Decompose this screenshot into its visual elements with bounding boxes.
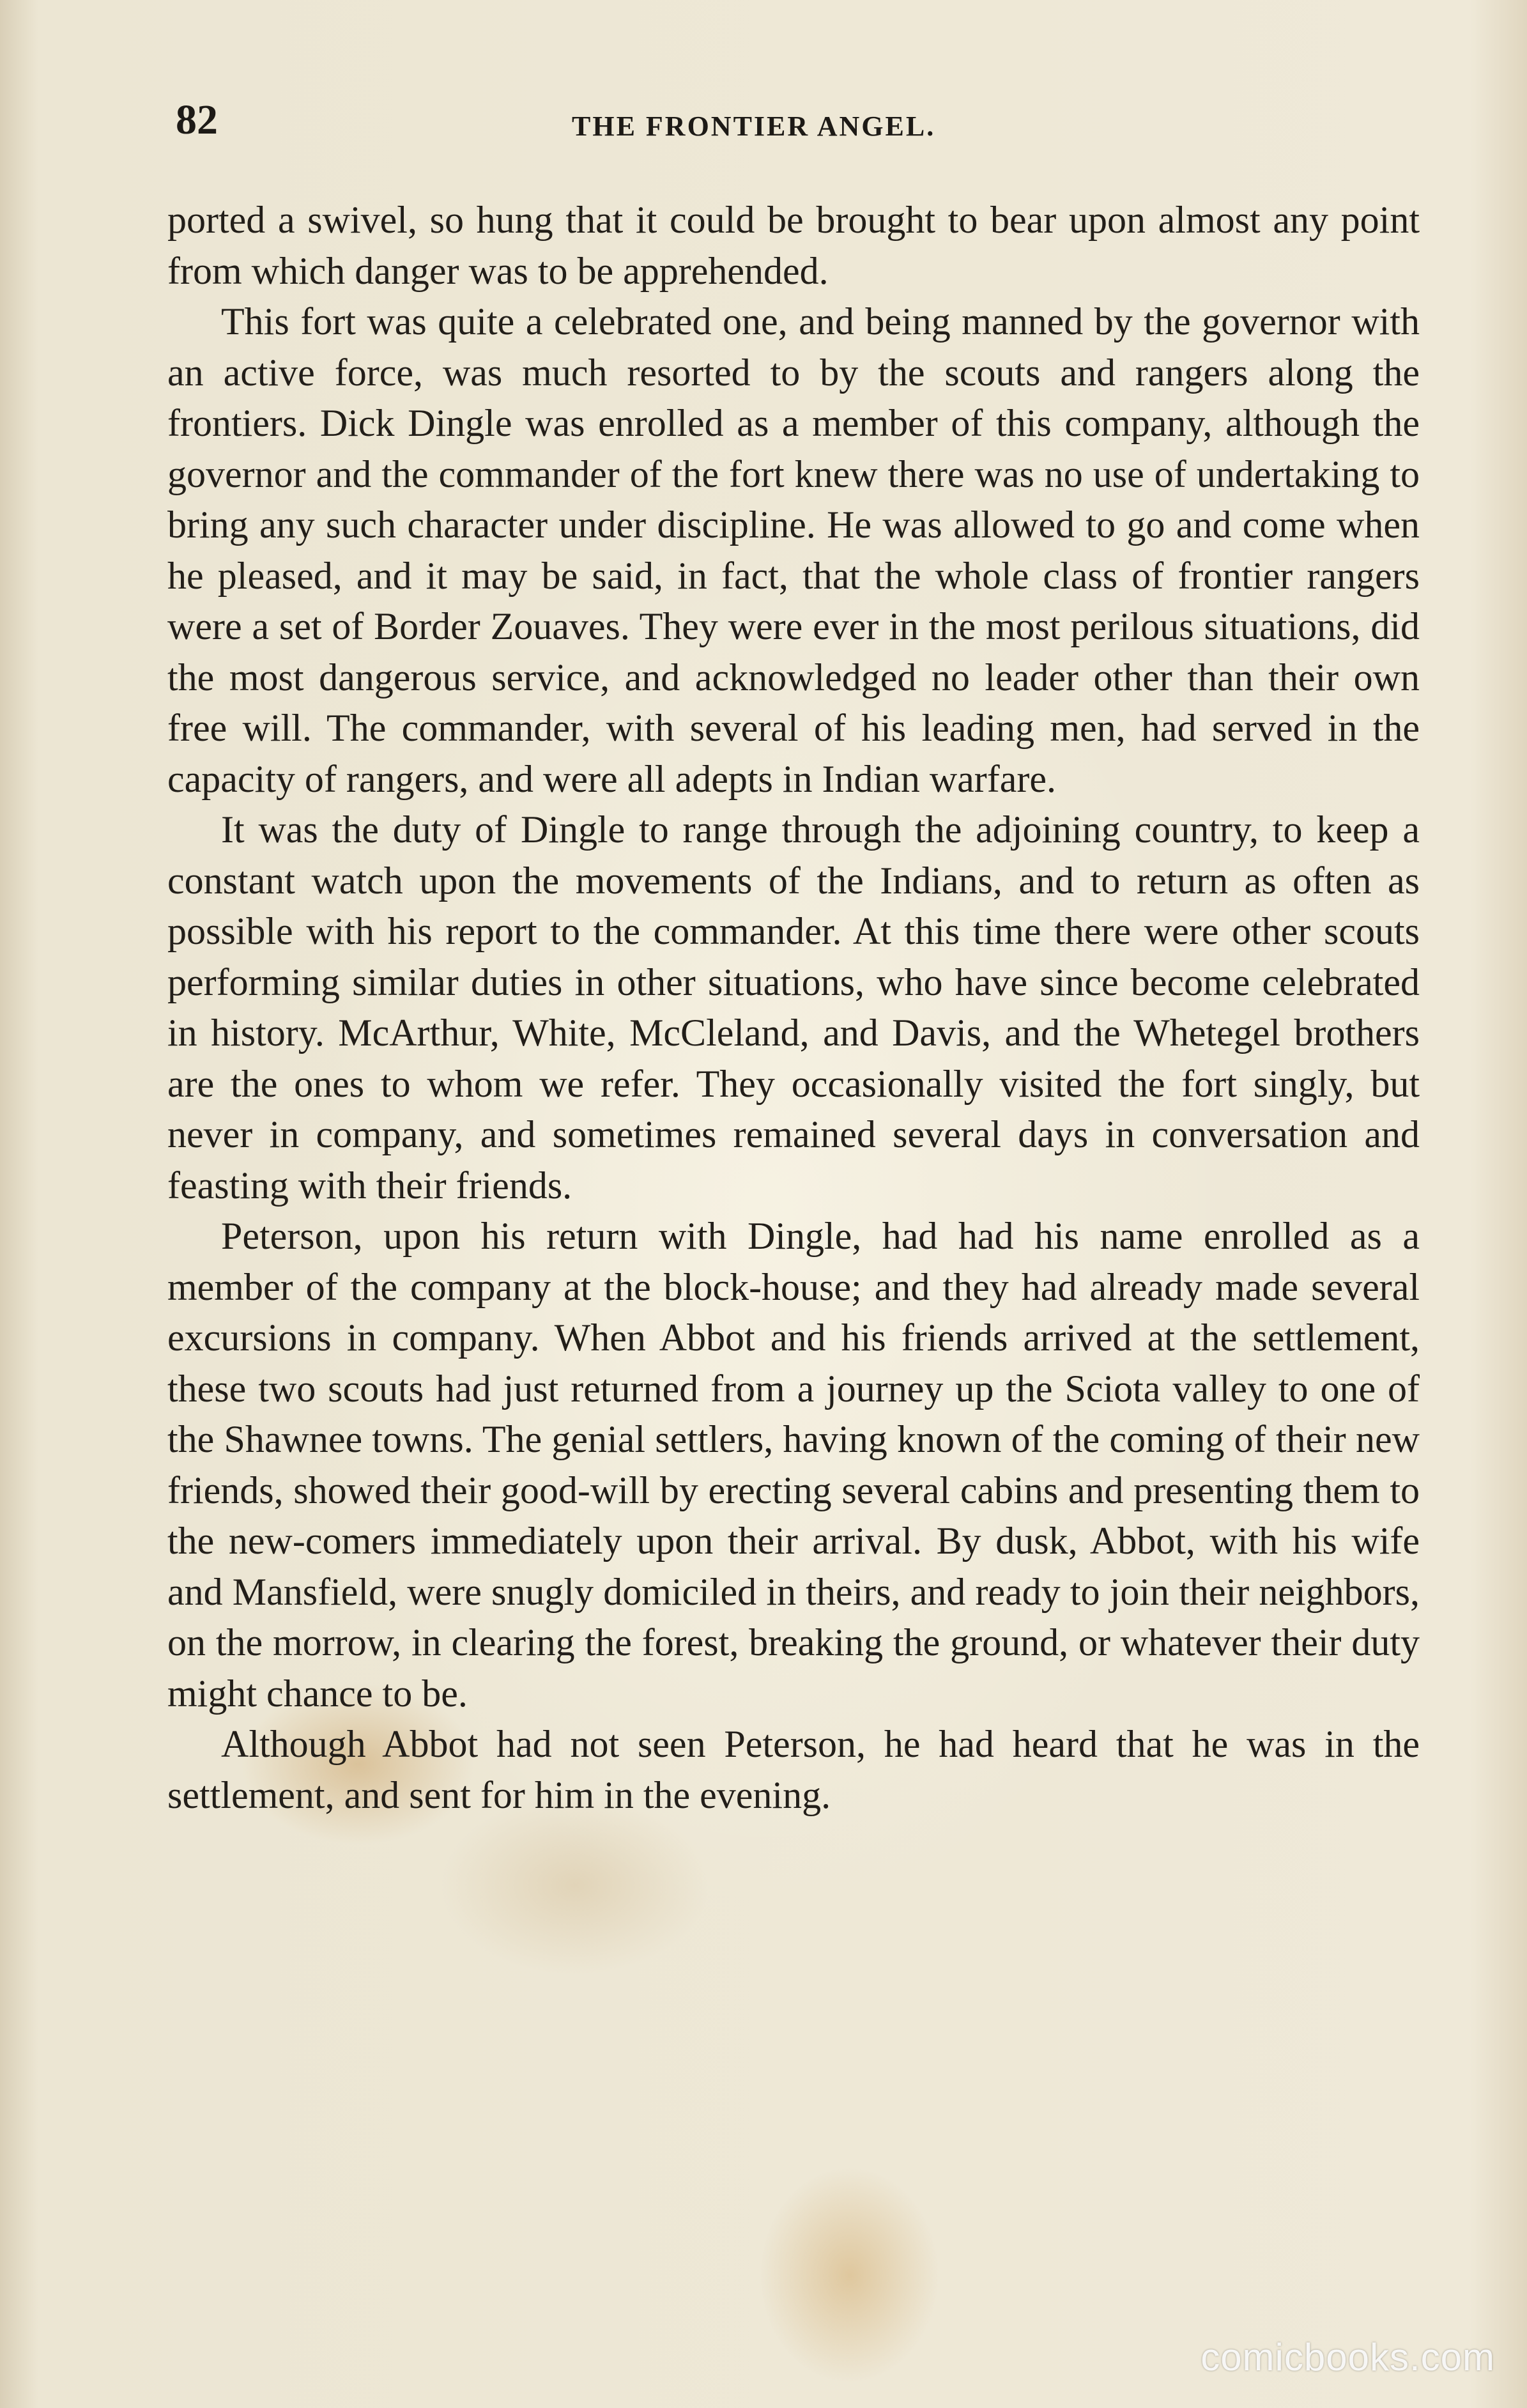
body-text <box>167 195 1420 1821</box>
paragraph-1: ported a swivel, so hung that it could be brought to bear upon almost any point from which danger was to be apprehended. <box>167 199 1420 292</box>
page-number: 82 <box>176 96 218 143</box>
running-head: THE FRONTIER ANGEL. <box>572 111 936 142</box>
site-watermark: comicbooks.com <box>1201 2336 1495 2379</box>
paragraph-3: It was the duty of Dingle to range through the adjoining country, to keep a constant watch upon the movements of the Indians, and to return as often as possible with his report to the commander. At this time there were other scouts performing similar duties in other situations, who have since become celebrated in history. McArthur, White, McCleland, and Davis, and the Whetegel brothers are the ones to whom we refer. They occasionally visited the fort singly, but never in company, and sometimes remained several days in conversation and feasting with their friends. <box>167 808 1420 1207</box>
paragraph-2: This fort was quite a celebrated one, and being manned by the governor with an active force, was much resorted to by the scouts and rangers along the frontiers. Dick Dingle was enrolled as a member of this company, although the governor and the commander of the fort knew there was no use of undertaking to bring any such character under discipline. He was allowed to go and come when he pleased, and it may be said, in fact, that the whole class of frontier rangers were a set of Border Zouaves. They were ever in the most perilous situations, did the most dangerous service, and acknowledged no leader other than their own free will. The commander, with several of his leading men, had served in the capacity of rangers, and were all adepts in Indian warfare. <box>167 300 1420 800</box>
page-header <box>176 96 1422 153</box>
paragraph-4: Peterson, upon his return with Dingle, had had his name enrolled as a member of the company at the block-house; and they had already made several excursions in company. When Abbot and his friends arrived at the settlement, these two scouts had just returned from a journey up the Sciota valley to one of the Shawnee towns. The genial settlers, having known of the coming of their new friends, showed their good-will by erecting several cabins and presenting them to the new-comers immediately upon their arrival. By dusk, Abbot, with his wife and Mansfield, were snugly domiciled in theirs, and ready to join their neighbors, on the morrow, in clearing the forest, breaking the ground, or whatever their duty might chance to be. <box>167 1215 1420 1715</box>
paragraph-5: Although Abbot had not seen Peterson, he had heard that he was in the settlement, and sent for him in the evening. <box>167 1723 1420 1816</box>
